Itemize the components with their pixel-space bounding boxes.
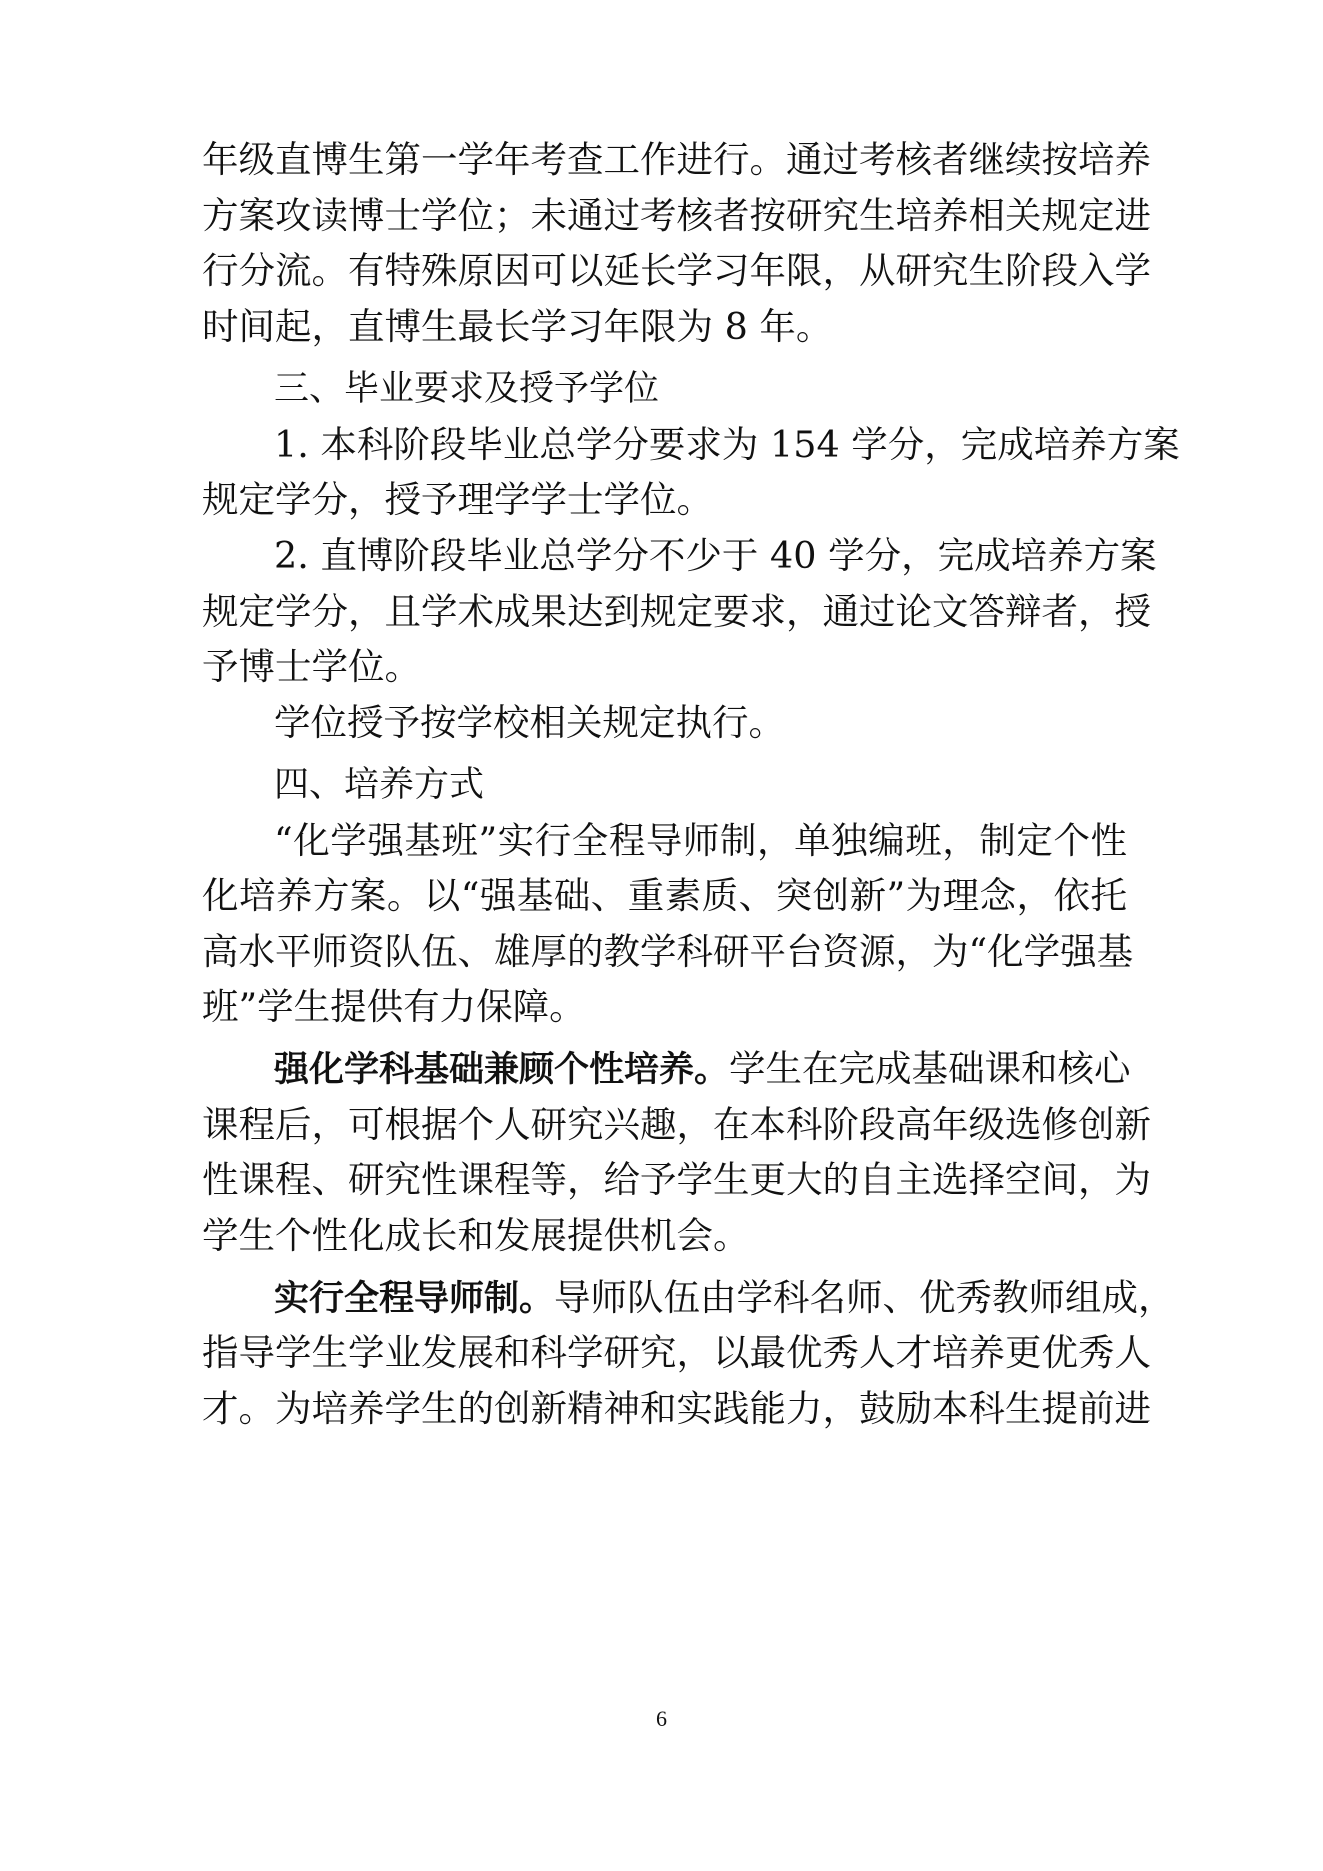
paragraph-line: 指导学生学业发展和科学研究，以最优秀人才培养更优秀人 xyxy=(202,1331,1151,1374)
intro-line: 高水平师资队伍、雄厚的教学科研平台资源，为“化学强基 xyxy=(202,930,1134,973)
section-heading-graduation: 三、毕业要求及授予学位 xyxy=(274,369,660,409)
section-heading-training: 四、培养方式 xyxy=(274,765,485,805)
intro-line: 化培养方案。以“强基础、重素质、突创新”为理念，依托 xyxy=(202,874,1127,917)
paragraph-text: 导师队伍由学科名师、优秀教师组成， xyxy=(554,1276,1175,1319)
paragraph-text: 学生在完成基础课和核心 xyxy=(729,1047,1131,1090)
requirement-item-2-line: 2. 直博阶段毕业总学分不少于 40 学分，完成培养方案 xyxy=(274,534,1157,577)
paragraph-line: 性课程、研究性课程等，给予学生更大的自主选择空间，为 xyxy=(202,1158,1151,1201)
requirement-item-2-line: 予博士学位。 xyxy=(202,645,421,688)
requirement-item-1-line: 1. 本科阶段毕业总学分要求为 154 学分，完成培养方案 xyxy=(274,423,1180,466)
requirement-item-1-line: 规定学分，授予理学学士学位。 xyxy=(202,478,713,521)
paragraph-line: 才。为培养学生的创新精神和实践能力，鼓励本科生提前进 xyxy=(202,1387,1151,1430)
intro-line: “化学强基班”实行全程导师制，单独编班，制定个性 xyxy=(274,819,1127,862)
paragraph-line: 行分流。有特殊原因可以延长学习年限，从研究生阶段入学 xyxy=(202,249,1151,292)
page-number: 6 xyxy=(656,1706,667,1731)
requirement-item-2-line: 规定学分，且学术成果达到规定要求，通过论文答辩者，授 xyxy=(202,590,1151,633)
paragraph-line: 学生个性化成长和发展提供机会。 xyxy=(202,1214,750,1257)
degree-note: 学位授予按学校相关规定执行。 xyxy=(274,701,785,744)
bold-lead-foundation: 强化学科基础兼顾个性培养。 xyxy=(274,1050,730,1090)
paragraph-foundation-first-line xyxy=(274,1045,1131,1093)
paragraph-line: 时间起，直博生最长学习年限为 8 年。 xyxy=(202,305,833,348)
paragraph-line: 方案攻读博士学位；未通过考核者按研究生培养相关规定进 xyxy=(202,194,1151,237)
paragraph-line: 课程后，可根据个人研究兴趣，在本科阶段高年级选修创新 xyxy=(202,1103,1151,1146)
paragraph-line: 年级直博生第一学年考查工作进行。通过考核者继续按培养 xyxy=(202,138,1151,181)
intro-line: 班”学生提供有力保障。 xyxy=(202,985,586,1028)
bold-lead-mentor: 实行全程导师制。 xyxy=(274,1279,555,1319)
paragraph-mentor-first-line xyxy=(274,1274,1175,1322)
